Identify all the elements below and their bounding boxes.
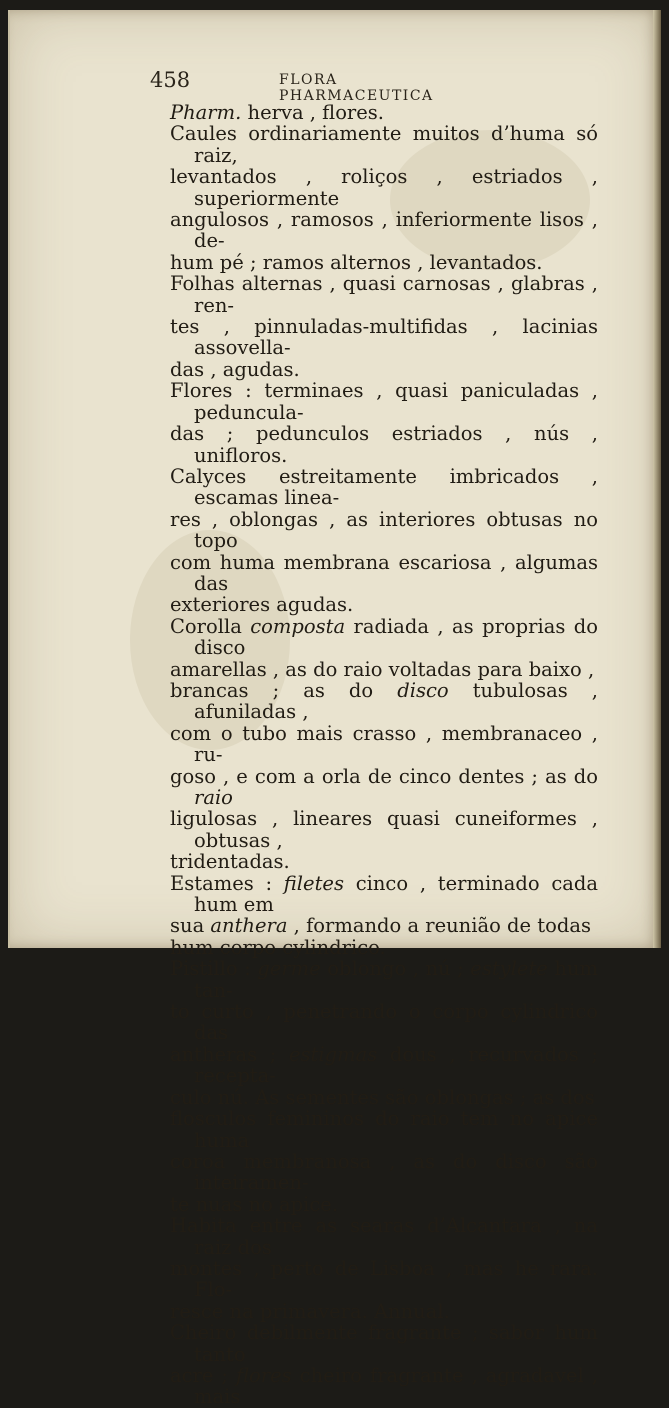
text-line — [170, 850, 598, 874]
text-entry — [170, 102, 598, 123]
text-run: hum pé ; ramos alternos , levantados. — [170, 250, 543, 274]
text-run: exteriores agudas. — [170, 593, 354, 617]
text-run: das ; pedunculos estriados , nús , unifloros. — [170, 422, 598, 467]
page-number: 458 — [150, 68, 191, 92]
text-entry — [170, 466, 598, 616]
text-run: Calyces estreitamente imbricados , escamas linea- — [170, 464, 598, 510]
text-run: tes , pinnuladas-multifidas , lacinias assovella- — [170, 315, 598, 360]
text-run: Corolla — [170, 614, 251, 638]
italic-term: composta — [250, 614, 346, 638]
italic-term: estigmas — [288, 1042, 378, 1066]
italic-term: disco — [397, 678, 449, 702]
text-entry — [170, 123, 598, 273]
page-edge — [653, 10, 661, 948]
running-title: FLORA PHARMACEUTICA — [279, 72, 434, 104]
text-line — [170, 764, 598, 809]
text-line — [170, 1321, 598, 1366]
italic-term: estylete — [470, 957, 548, 981]
text-run: Pistillo : — [170, 957, 258, 981]
text-line — [170, 464, 598, 510]
text-line — [170, 422, 598, 467]
text-line — [170, 614, 598, 660]
text-run: Flores : terminaes , quasi paniculadas , peduncula- — [170, 379, 598, 424]
body-text — [170, 101, 599, 1408]
italic-term: raio — [194, 786, 233, 809]
text-entry — [170, 873, 598, 959]
text-line — [170, 1107, 598, 1152]
text-line — [170, 250, 598, 274]
text-run: Estames : — [170, 871, 284, 895]
text-run: com huma membrana escariosa , algumas das — [170, 550, 598, 595]
text-run: Cheiro debilmente fragrante ; sabor hum tanto — [170, 1321, 598, 1366]
text-line — [170, 357, 598, 381]
text-entry — [170, 616, 598, 873]
text-entry — [170, 380, 598, 466]
text-run: amarellas , as do raio voltadas para baixo , — [170, 657, 595, 681]
page-header — [150, 68, 480, 104]
text-run: goso , e com a orla de cinco dentes ; as do — [170, 764, 598, 788]
text-line — [170, 208, 598, 253]
text-run: , formando a reunião de todas — [287, 914, 591, 938]
text-run: to curto , penetrando o corpo cylindrico das — [170, 1000, 598, 1045]
text-run: antheras ; — [170, 1042, 289, 1066]
text-line — [170, 1042, 598, 1088]
text-run: res , oblongas , as interiores obtusas no topo — [170, 507, 598, 553]
text-line — [170, 101, 598, 124]
text-run: ligulosas , lineares quasi cuneiformes , obtusas , — [170, 807, 598, 852]
text-line — [170, 1192, 598, 1216]
text-line — [170, 315, 598, 360]
text-line — [170, 657, 598, 681]
text-line — [170, 379, 598, 424]
italic-term: flores — [236, 1363, 292, 1387]
text-line — [170, 807, 598, 852]
text-run: angulosos , ramosos , inferiormente lisos , de- — [170, 208, 598, 253]
text-line — [170, 550, 598, 595]
text-entry — [170, 1215, 598, 1322]
text-run: Caules ordinariamente muitos d’huma só raiz, — [170, 122, 598, 167]
text-run: dous , recurvados ; recepta- — [194, 1042, 598, 1088]
italic-term: filetes — [283, 871, 344, 895]
text-line — [170, 721, 598, 767]
text-line — [170, 507, 598, 553]
text-run: herva , flores. — [241, 101, 384, 124]
text-line — [170, 1299, 598, 1323]
text-line — [170, 914, 598, 938]
text-run: te nuas no apice. — [170, 1192, 339, 1216]
text-run: culo nú. As sementes são oblongas ; as dos — [170, 1085, 595, 1109]
text-line — [170, 1000, 598, 1045]
text-run: acre ; — [170, 1363, 237, 1387]
italic-term: germe — [257, 957, 321, 981]
text-line — [170, 1214, 598, 1259]
text-line — [170, 935, 598, 959]
text-run: hum corpo cylindrico. — [170, 935, 386, 959]
text-entry — [170, 273, 598, 380]
text-run: brancas ; as do — [170, 678, 398, 702]
italic-term: anthera — [210, 914, 288, 938]
text-line — [170, 871, 598, 917]
text-entry — [170, 1322, 598, 1408]
text-run: tridentadas. — [170, 850, 290, 874]
text-run: radiada , as proprias do disco — [194, 614, 598, 660]
text-run: Habita entre as searas d’Alcantara , na raiz dos — [170, 1214, 598, 1259]
text-run: sua — [170, 914, 211, 938]
italic-term: Pharm. — [170, 101, 242, 124]
text-run: com o tubo mais crasso , membranaceo , ru- — [170, 721, 598, 767]
text-run: oblongo , nú ; — [320, 957, 471, 981]
text-run: coroa membranosa , as do disco são inteiramen- — [170, 1149, 598, 1195]
text-line — [170, 1256, 598, 1302]
text-line — [170, 1085, 598, 1109]
text-line — [170, 957, 598, 1002]
text-run: resce na primavera. Annual. — [170, 1299, 450, 1323]
text-run: tubulosas , afuniladas , — [194, 678, 599, 724]
text-run: levantados , roliços , estriados , superiormente — [170, 165, 598, 210]
text-run: cheiro fragrante , agradavel , mais — [194, 1363, 598, 1408]
text-run: hum tan- — [194, 957, 598, 1002]
text-entry — [170, 958, 598, 1215]
text-line — [170, 1149, 598, 1195]
text-run: montes , perto de Lisboa , mas he rara. Flo- — [170, 1256, 598, 1302]
text-line — [170, 678, 599, 724]
text-run: Folhas alternas , quasi carnosas , glabras , ren- — [170, 272, 598, 317]
text-run: flosculos femininos do raio tem no apice huma — [170, 1107, 598, 1152]
text-run: das , agudas. — [170, 357, 300, 381]
text-line — [170, 272, 598, 317]
text-line — [170, 122, 598, 167]
text-run: cinco , terminado cada hum em — [194, 871, 598, 917]
text-line — [170, 1363, 598, 1408]
text-line — [170, 165, 598, 210]
text-line — [170, 593, 598, 617]
